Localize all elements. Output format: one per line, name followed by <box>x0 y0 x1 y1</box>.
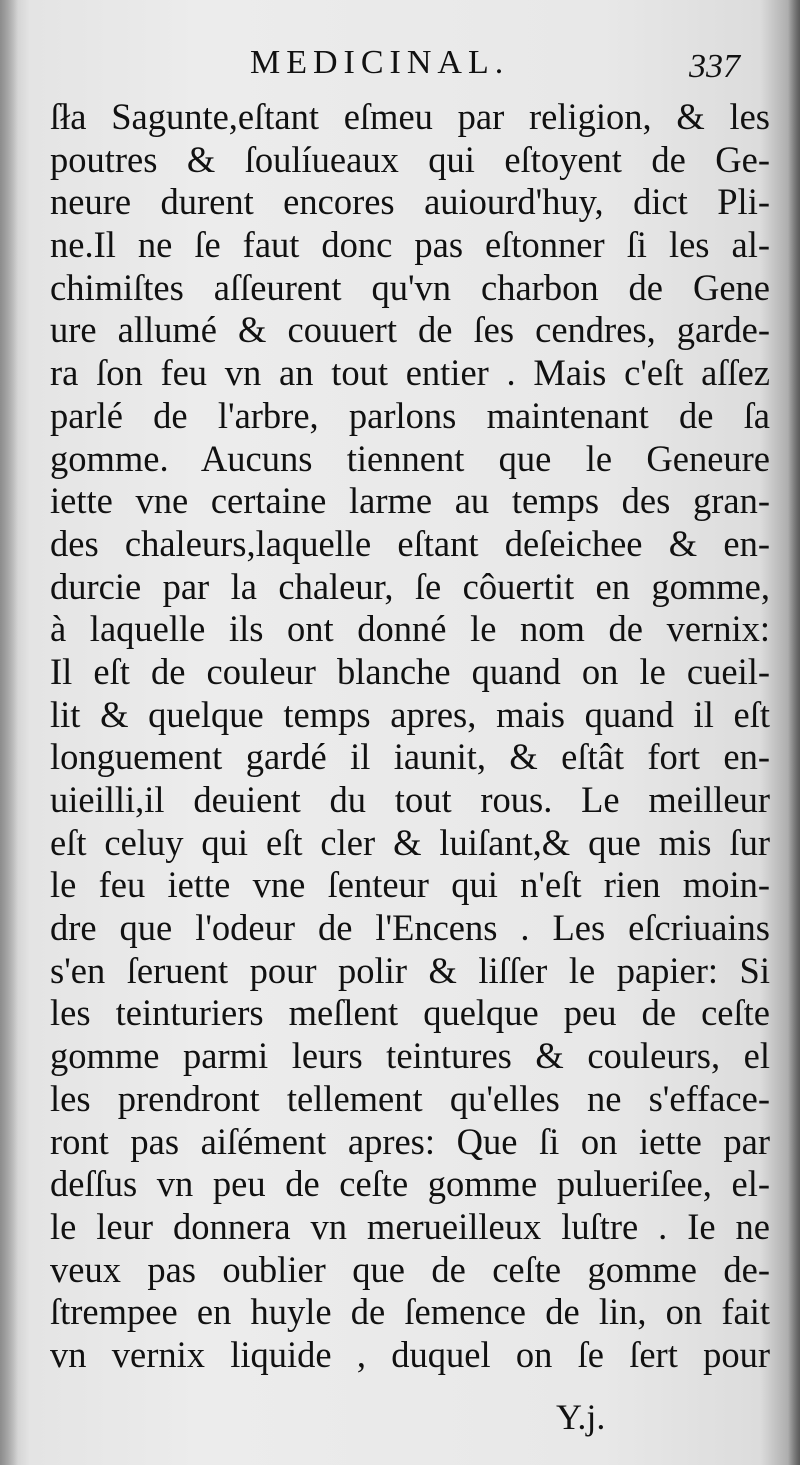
signature-mark: Y.j. <box>556 1397 606 1437</box>
body-text <box>50 96 770 1377</box>
text-line: s'en ſeruent pour polir & liſſer le papier: Si <box>50 949 770 991</box>
text-line: le feu iette vne ſenteur qui n'eſt rien moin- <box>50 864 770 906</box>
page-edge-shadow <box>788 0 800 1465</box>
page-number: 337 <box>689 48 740 85</box>
text-line: lit & quelque temps apres, mais quand il eſt <box>50 693 770 735</box>
text-line: ſła Sagunte,eſtant eſmeu par religion, & les <box>50 96 770 137</box>
text-line: poutres & ſoulíueaux qui eſtoyent de Ge- <box>50 138 770 180</box>
text-line: dre que l'odeur de l'Encens . Les eſcriuains <box>50 907 770 949</box>
text-line: veux pas oublier que de ceſte gomme de- <box>50 1248 770 1290</box>
running-head: MEDICINAL. <box>250 44 510 81</box>
text-line: les teinturiers meſlent quelque peu de ceſte <box>50 992 770 1034</box>
text-line: le leur donnera vn merueilleux luſtre . Ie ne <box>50 1205 770 1247</box>
text-line: ſtrempee en huyle de ſemence de lin, on fait <box>50 1291 770 1333</box>
text-line: vn vernix liquide , duquel on ſe ſert pour <box>50 1333 770 1375</box>
text-line: deſſus vn peu de ceſte gomme pulueriſee, el- <box>50 1163 770 1205</box>
text-line: parlé de l'arbre, parlons maintenant de ſa <box>50 394 770 436</box>
text-line: iette vne certaine larme au temps des gran- <box>50 480 770 522</box>
text-line: uieilli,il deuient du tout rous. Le meilleur <box>50 779 770 820</box>
text-line: ront pas aiſément apres: Que ſi on iette par <box>50 1120 770 1162</box>
text-line: à laquelle ils ont donné le nom de vernix: <box>50 608 770 650</box>
gutter-shadow <box>0 0 18 1465</box>
text-line: eſt celuy qui eſt cler & luiſant,& que mis ſur <box>50 821 770 863</box>
text-line: longuement gardé il iaunit, & eſtât fort en- <box>50 736 770 778</box>
text-line: ure allumé & couuert de ſes cendres, garde- <box>50 309 770 351</box>
text-line: chimiſtes aſſeurent qu'vn charbon de Gene <box>50 266 770 308</box>
text-line: des chaleurs,laquelle eſtant deſeichee & en- <box>50 522 770 564</box>
text-line: Il eſt de couleur blanche quand on le cueil- <box>50 650 770 692</box>
text-line: durcie par la chaleur, ſe côuertit en gomme, <box>50 565 770 607</box>
text-line: ne.Il ne ſe faut donc pas eſtonner ſi les al- <box>50 224 770 266</box>
text-line: gomme. Aucuns tiennent que le Geneure <box>50 437 770 479</box>
text-line: neure durent encores auiourd'huy, dict Pli- <box>50 181 770 223</box>
page-header <box>40 44 760 94</box>
text-line: gomme parmi leurs teintures & couleurs, el <box>50 1035 770 1077</box>
text-line: les prendront tellement qu'elles ne s'efface- <box>50 1077 770 1119</box>
text-line: ra ſon feu vn an tout entier . Mais c'eſt aſſez <box>50 352 770 394</box>
